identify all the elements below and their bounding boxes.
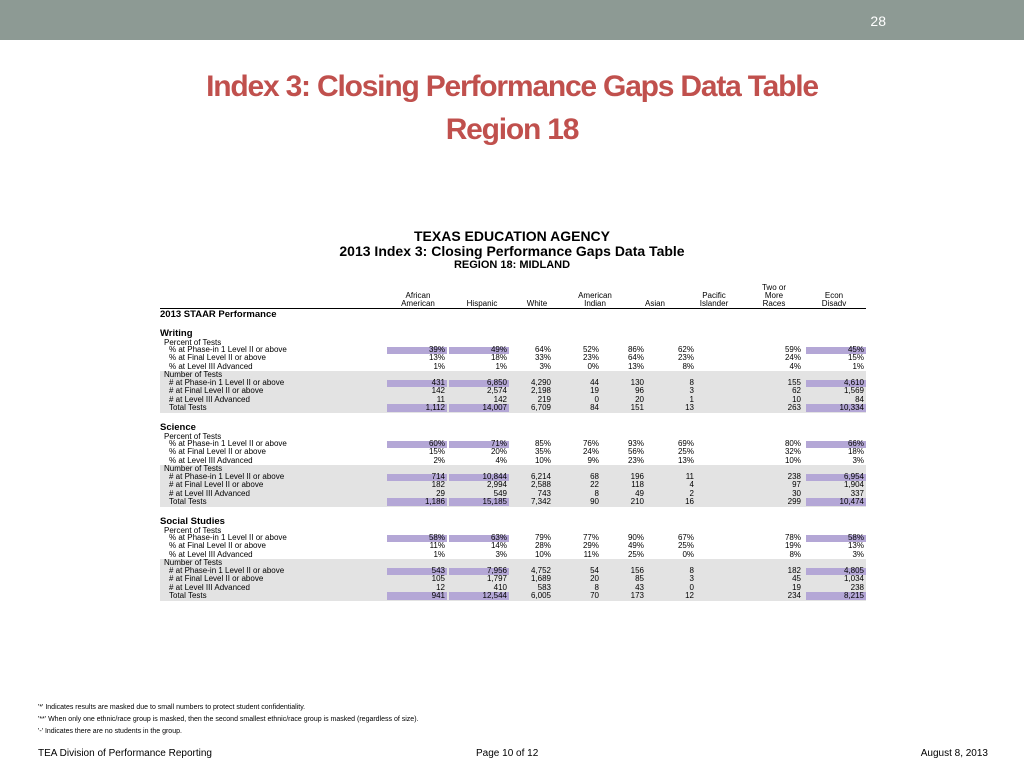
table-cell: 234	[787, 590, 801, 600]
table-cell: 263	[787, 402, 801, 412]
table-cell: 71%	[490, 439, 507, 448]
table-cell: 25%	[677, 541, 694, 551]
column-header: American	[578, 291, 612, 300]
table-cell: 182	[431, 480, 445, 490]
table-cell: 13%	[428, 353, 445, 363]
table-cell: 151	[630, 402, 644, 412]
table-cell: 941	[431, 590, 445, 600]
table-cell: 15,185	[482, 496, 507, 506]
table-cell: 58%	[847, 533, 864, 542]
table-cell: 10	[792, 394, 801, 404]
table-cell: 743	[537, 488, 551, 498]
agency-heading: TEXAS EDUCATION AGENCY	[413, 228, 610, 244]
column-header: Two or	[761, 283, 786, 292]
table-cell: 4,610	[843, 378, 864, 387]
table-cell: 3%	[539, 361, 551, 371]
table-cell: 6,850	[486, 378, 507, 387]
table-cell: 6,954	[843, 472, 864, 481]
table-cell: 142	[431, 386, 445, 396]
table-cell: 22	[590, 480, 599, 490]
table-cell: 13%	[847, 541, 864, 551]
table-cell: 85%	[534, 439, 551, 448]
note-masked: '*' Indicates results are masked due to small numbers to protect student confidentiality.	[38, 704, 306, 711]
row-label: % at Final Level II or above	[169, 447, 266, 457]
table-cell: 10%	[534, 549, 551, 559]
table-cell: 299	[787, 496, 801, 506]
row-label: % at Phase-in 1 Level II or above	[169, 345, 287, 354]
region-heading: REGION 18: MIDLAND	[453, 259, 571, 271]
table-cell: 156	[630, 566, 644, 575]
table-cell: 58%	[428, 533, 445, 542]
table-cell: 25%	[677, 447, 694, 457]
table-cell: 1,797	[486, 574, 507, 584]
column-header: Econ	[824, 291, 844, 300]
table-cell: 583	[537, 582, 551, 592]
table-cell: 32%	[784, 447, 801, 457]
note-no-students: '-' Indicates there are no students in the group.	[38, 728, 182, 735]
table-cell: 11	[436, 394, 445, 404]
table-cell: 182	[787, 566, 801, 575]
table-cell: 173	[630, 590, 644, 600]
table-cell: 1	[689, 394, 694, 404]
column-header: Races	[762, 299, 786, 308]
table-cell: 155	[787, 378, 801, 387]
percent-subheading: Percent of Tests	[164, 432, 222, 441]
table-cell: 15%	[847, 353, 864, 363]
table-cell: 238	[787, 472, 801, 481]
table-cell: 64%	[534, 345, 551, 354]
table-cell: 13	[685, 402, 694, 412]
table-cell: 12,544	[482, 590, 507, 600]
table-cell: 337	[850, 488, 864, 498]
column-header: Hispanic	[466, 299, 498, 308]
table-cell: 12	[685, 590, 694, 600]
table-cell: 1,034	[843, 574, 864, 584]
table-cell: 62%	[677, 345, 694, 354]
table-cell: 3	[689, 574, 694, 584]
table-cell: 10,844	[482, 472, 507, 481]
slide-title: Index 3: Closing Performance Gaps Data Table	[206, 70, 818, 103]
table-cell: 23%	[677, 353, 694, 363]
row-label: Total Tests	[169, 496, 207, 506]
row-label: % at Level III Advanced	[169, 549, 253, 559]
count-subheading: Number of Tests	[164, 369, 223, 379]
table-cell: 1%	[852, 361, 864, 371]
table-cell: 1,112	[425, 402, 445, 412]
table-cell: 2,994	[486, 480, 507, 490]
table-cell: 219	[537, 394, 551, 404]
table-cell: 24%	[784, 353, 801, 363]
table-cell: 85	[635, 574, 644, 584]
table-cell: 11%	[583, 549, 599, 559]
table-cell: 410	[493, 582, 507, 592]
row-label: % at Level III Advanced	[169, 361, 253, 371]
table-cell: 20%	[490, 447, 507, 457]
table-cell: 13%	[627, 361, 644, 371]
column-header: American	[401, 299, 435, 308]
table-cell: 77%	[582, 533, 599, 542]
footer-page: Page 10 of 12	[476, 748, 539, 759]
table-cell: 28%	[534, 541, 551, 551]
table-cell: 2,198	[530, 386, 551, 396]
table-cell: 86%	[627, 345, 644, 354]
table-cell: 67%	[677, 533, 694, 542]
footer-date: August 8, 2013	[920, 748, 988, 759]
table-cell: 84	[590, 402, 599, 412]
section-title: Social Studies	[160, 516, 225, 527]
table-cell: 1,904	[843, 480, 864, 490]
table-cell: 54	[590, 566, 599, 575]
table-cell: 62	[792, 386, 801, 396]
table-cell: 90	[590, 496, 599, 506]
performance-label: 2013 STAAR Performance	[160, 309, 277, 320]
table-cell: 4,752	[530, 566, 551, 575]
table-cell: 23%	[627, 455, 644, 465]
table-cell: 80%	[784, 439, 801, 448]
table-cell: 238	[850, 582, 864, 592]
table-cell: 25%	[627, 549, 644, 559]
row-label: Total Tests	[169, 402, 207, 412]
table-cell: 20	[590, 574, 599, 584]
row-label: # at Level III Advanced	[169, 394, 250, 404]
table-cell: 49%	[490, 345, 507, 354]
table-cell: 3%	[852, 455, 864, 465]
table-cell: 24%	[582, 447, 599, 457]
note-second-masked: '**' When only one ethnic/race group is masked, then the second smallest ethnic/race group is masked (regardless of size).	[38, 716, 419, 723]
table-cell: 4	[689, 480, 694, 490]
percent-subheading: Percent of Tests	[164, 526, 222, 535]
row-label: % at Phase-in 1 Level II or above	[169, 439, 287, 448]
table-cell: 7,342	[530, 496, 551, 506]
table-cell: 16	[685, 496, 694, 506]
table-cell: 52%	[582, 345, 599, 354]
report-title: 2013 Index 3: Closing Performance Gaps Data Table	[339, 243, 685, 259]
table-cell: 19	[792, 582, 801, 592]
row-label: # at Phase-in 1 Level II or above	[169, 472, 285, 481]
table-cell: 9%	[587, 455, 599, 465]
table-cell: 0	[594, 394, 599, 404]
row-label: # at Final Level II or above	[169, 386, 264, 396]
table-cell: 10%	[784, 455, 801, 465]
table-cell: 8	[594, 582, 599, 592]
table-cell: 4%	[789, 361, 801, 371]
table-cell: 39%	[428, 345, 445, 354]
table-cell: 93%	[627, 439, 644, 448]
row-label: # at Level III Advanced	[169, 582, 250, 592]
table-cell: 1%	[495, 361, 507, 371]
table-cell: 19	[590, 386, 599, 396]
table-cell: 105	[431, 574, 445, 584]
table-cell: 18%	[490, 353, 507, 363]
slide-number: 28	[870, 13, 886, 29]
table-cell: 84	[855, 394, 864, 404]
table-cell: 45%	[847, 345, 864, 354]
table-cell: 6,005	[530, 590, 551, 600]
table-cell: 96	[635, 386, 644, 396]
row-label: Total Tests	[169, 590, 207, 600]
table-cell: 0	[689, 582, 694, 592]
column-header: African	[405, 291, 431, 300]
column-header: Asian	[644, 299, 665, 308]
table-cell: 2,588	[530, 480, 551, 490]
row-label: % at Phase-in 1 Level II or above	[169, 533, 287, 542]
table-cell: 10%	[534, 455, 551, 465]
table-cell: 4,290	[530, 378, 551, 387]
column-header: Islander	[699, 299, 729, 308]
table-cell: 43	[635, 582, 644, 592]
table-cell: 79%	[534, 533, 551, 542]
column-header: Disadv	[821, 299, 847, 308]
table-cell: 70	[590, 590, 599, 600]
table-cell: 69%	[677, 439, 694, 448]
table-cell: 210	[630, 496, 644, 506]
table-cell: 19%	[784, 541, 801, 551]
table-cell: 1%	[433, 361, 445, 371]
table-cell: 66%	[847, 439, 864, 448]
table-cell: 11	[685, 472, 694, 481]
section-title: Writing	[160, 328, 193, 339]
row-label: # at Phase-in 1 Level II or above	[169, 378, 285, 387]
table-cell: 78%	[784, 533, 801, 542]
count-subheading: Number of Tests	[164, 557, 223, 567]
table-cell: 714	[431, 472, 445, 481]
table-cell: 10,334	[839, 402, 864, 412]
count-subheading: Number of Tests	[164, 463, 223, 473]
table-cell: 1,689	[530, 574, 551, 584]
row-label: # at Final Level II or above	[169, 574, 264, 584]
table-cell: 6,709	[530, 402, 551, 412]
table-cell: 4%	[495, 455, 507, 465]
table-cell: 118	[631, 480, 644, 490]
table-cell: 431	[431, 378, 445, 387]
table-cell: 196	[630, 472, 644, 481]
table-cell: 0%	[682, 549, 694, 559]
slide-subtitle: Region 18	[445, 113, 579, 146]
column-header: Indian	[584, 299, 606, 308]
table-cell: 543	[431, 566, 445, 575]
table-cell: 0%	[587, 361, 599, 371]
table-cell: 1,569	[843, 386, 864, 396]
row-label: # at Final Level II or above	[169, 480, 264, 490]
row-label: # at Level III Advanced	[169, 488, 250, 498]
column-header: Pacific	[702, 291, 726, 300]
table-cell: 68	[590, 472, 599, 481]
table-cell: 13%	[677, 455, 694, 465]
row-label: % at Final Level II or above	[169, 353, 266, 363]
table-cell: 8	[689, 378, 694, 387]
table-cell: 11%	[429, 541, 445, 551]
row-label: % at Level III Advanced	[169, 455, 253, 465]
table-cell: 33%	[534, 353, 551, 363]
table-cell: 4,805	[843, 566, 864, 575]
table-cell: 14,007	[482, 402, 507, 412]
table-cell: 1%	[433, 549, 445, 559]
table-cell: 90%	[627, 533, 644, 542]
table-cell: 29%	[582, 541, 599, 551]
table-cell: 10,474	[839, 496, 864, 506]
table-cell: 35%	[534, 447, 551, 457]
table-cell: 15%	[428, 447, 445, 457]
table-cell: 130	[630, 378, 644, 387]
table-cell: 44	[590, 378, 599, 387]
table-cell: 549	[493, 488, 507, 498]
table-cell: 8	[594, 488, 599, 498]
table-cell: 30	[792, 488, 801, 498]
table-cell: 20	[635, 394, 644, 404]
table-cell: 1,186	[424, 496, 445, 506]
table-cell: 7,956	[486, 566, 507, 575]
table-cell: 23%	[582, 353, 599, 363]
table-cell: 45	[792, 574, 801, 584]
table-cell: 14%	[490, 541, 507, 551]
footer-division: TEA Division of Performance Reporting	[38, 748, 212, 759]
column-header: White	[526, 299, 548, 308]
table-cell: 2,574	[486, 386, 507, 396]
table-cell: 6,214	[530, 472, 551, 481]
table-cell: 76%	[582, 439, 599, 448]
section-title: Science	[160, 422, 196, 433]
table-cell: 2	[689, 488, 694, 498]
table-cell: 56%	[627, 447, 644, 457]
table-cell: 3%	[852, 549, 864, 559]
table-cell: 97	[792, 480, 801, 490]
table-cell: 64%	[627, 353, 644, 363]
table-cell: 8%	[789, 549, 801, 559]
table-cell: 29	[436, 488, 445, 498]
table-cell: 142	[493, 394, 507, 404]
table-cell: 60%	[428, 439, 445, 448]
table-cell: 3%	[495, 549, 507, 559]
table-cell: 59%	[784, 345, 801, 354]
table-cell: 8%	[682, 361, 694, 371]
table-cell: 2%	[433, 455, 445, 465]
table-cell: 8,215	[843, 590, 864, 600]
table-cell: 18%	[847, 447, 864, 457]
table-cell: 3	[689, 386, 694, 396]
table-cell: 8	[689, 566, 694, 575]
row-label: # at Phase-in 1 Level II or above	[169, 566, 285, 575]
percent-subheading: Percent of Tests	[164, 338, 222, 347]
table-cell: 49%	[627, 541, 644, 551]
table-cell: 49	[635, 488, 644, 498]
table-cell: 12	[436, 582, 445, 592]
column-header: More	[764, 291, 784, 300]
row-label: % at Final Level II or above	[169, 541, 266, 551]
table-cell: 63%	[490, 533, 507, 542]
